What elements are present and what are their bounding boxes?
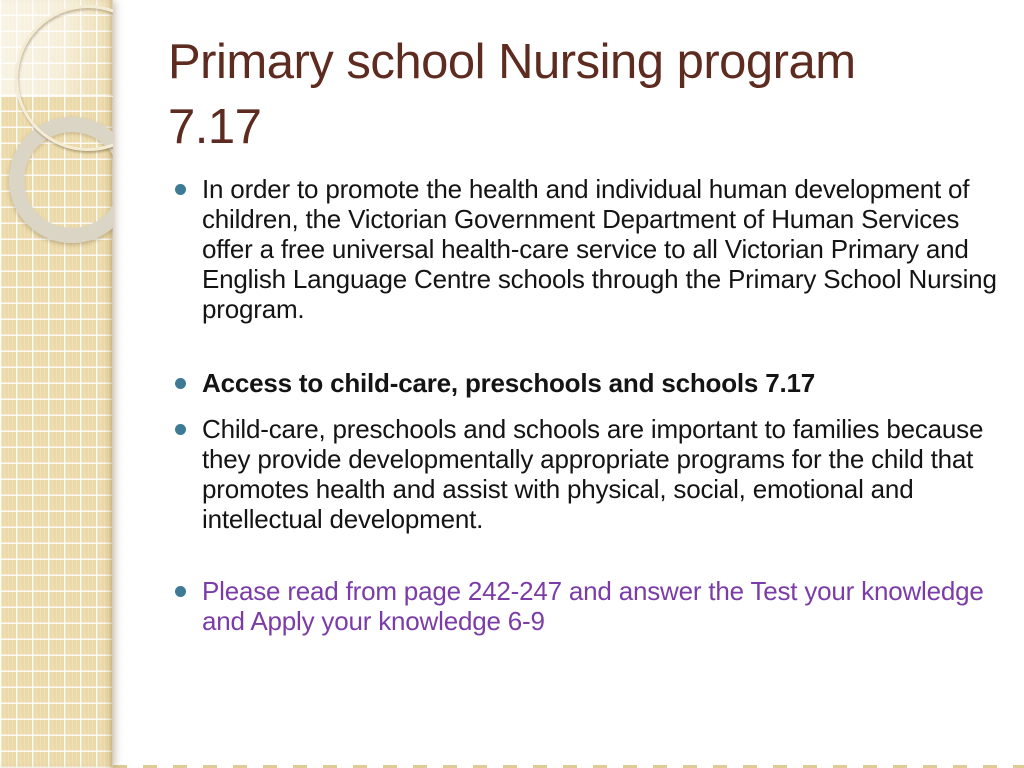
bullet-item-intro (175, 174, 1024, 324)
bullet-dot-icon (175, 586, 186, 597)
bullet-dot-icon (175, 184, 186, 195)
bullet-item-body (175, 414, 1024, 534)
slide-title (168, 30, 1024, 160)
slide-content (113, 0, 1024, 768)
slide-title-line-2: 7.17 (168, 100, 262, 154)
bullet-list (175, 174, 1024, 636)
bullet-dot-icon (175, 378, 186, 389)
bullet-item-heading (175, 368, 1024, 398)
bullet-text-intro: In order to promote the health and individual human development of children, the Victorian Government Department of Human Services offer a free universal health-care service to all Victorian Primary and English Language Centre schools through the Primary School Nursing program. (202, 174, 997, 324)
bullet-text-heading: Access to child-care, preschools and schools 7.17 (202, 368, 815, 398)
bullet-text-note: Please read from page 242-247 and answer the Test your knowledge and Apply your knowledge 6-9 (202, 576, 984, 636)
bullet-item-note (175, 576, 1024, 636)
decorative-sidebar (0, 0, 113, 768)
bullet-dot-icon (175, 424, 186, 435)
slide-title-line-1: Primary school Nursing program (168, 35, 856, 89)
bullet-text-body: Child-care, preschools and schools are important to families because they provide developmentally appropriate programs for the child that promotes health and assist with physical, social, emotional and intellectual development. (202, 414, 984, 534)
